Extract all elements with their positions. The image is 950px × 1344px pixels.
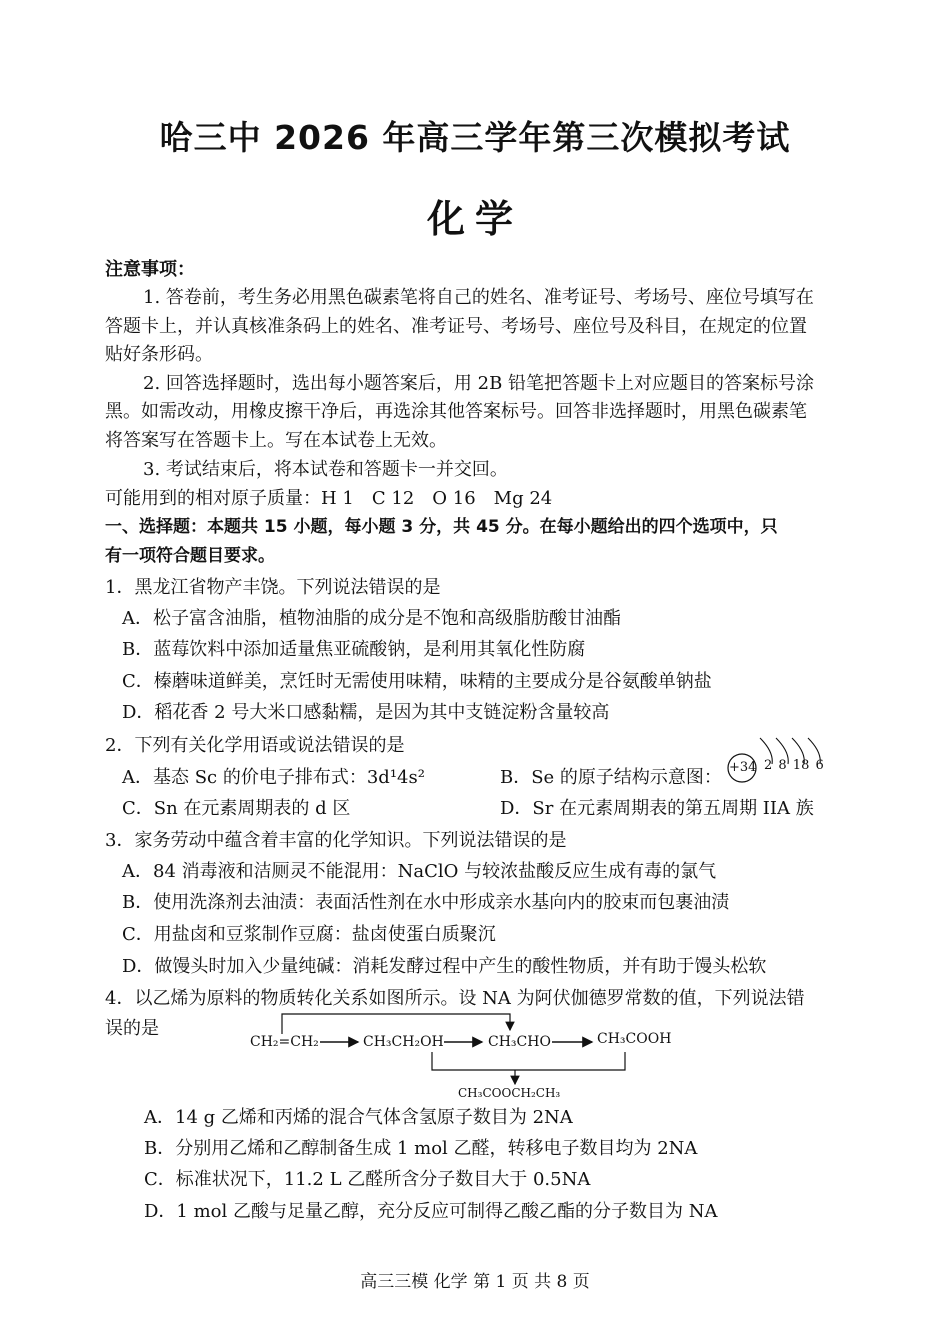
acetic-acid-formula: CH₃COOH xyxy=(597,1031,672,1047)
option-b: B．分别用乙烯和乙醇制备生成 1 mol 乙醛，转移电子数目均为 2NA xyxy=(144,1138,698,1159)
notice-line: 3. 考试结束后，将本试卷和答题卡一并交回。 xyxy=(143,459,508,480)
option-c: C．榛蘑味道鲜美，烹饪时无需使用味精，味精的主要成分是谷氨酸单钠盐 xyxy=(122,671,712,692)
question-stem: 误的是 xyxy=(105,1018,159,1039)
question-stem: 1．黑龙江省物产丰饶。下列说法错误的是 xyxy=(105,577,441,598)
nucleus-label: +34 xyxy=(729,760,757,775)
question-stem: 4．以乙烯为原料的物质转化关系如图所示。设 NA 为阿伏伽德罗常数的值，下列说法错 xyxy=(105,988,805,1009)
ethanol-formula: CH₃CH₂OH xyxy=(363,1034,444,1050)
notice-line: 将答案写在答题卡上。写在本试卷上无效。 xyxy=(105,430,447,451)
exam-title: 哈三中 2026 年高三学年第三次模拟考试 xyxy=(159,118,791,157)
notice-line: 答题卡上，并认真核准条码上的姓名、准考证号、考场号、座位号及科目，在规定的位置 xyxy=(105,316,807,337)
section-heading: 有一项符合题目要求。 xyxy=(105,546,275,566)
question-stem: 3．家务劳动中蕴含着丰富的化学知识。下列说法错误的是 xyxy=(105,830,567,851)
option-b: B．Se 的原子结构示意图： xyxy=(500,767,722,788)
option-a: A．基态 Sc 的价电子排布式：3d¹4s² xyxy=(122,767,425,788)
option-c: C．Sn 在元素周期表的 d 区 xyxy=(122,798,351,819)
option-c: C．用盐卤和豆浆制作豆腐：盐卤使蛋白质聚沉 xyxy=(122,924,496,945)
ethylene-formula: CH₂=CH₂ xyxy=(250,1034,319,1050)
option-a: A．松子富含油脂，植物油脂的成分是不饱和高级脂肪酸甘油酯 xyxy=(122,608,621,629)
notice-line: 贴好条形码。 xyxy=(105,344,213,365)
esterification-bracket xyxy=(432,1052,625,1070)
notice-line: 1. 答卷前，考生务必用黑色碳素笔将自己的姓名、准考证号、考场号、座位号填写在 xyxy=(143,287,814,308)
atomic-masses: 可能用到的相对原子质量：H 1 C 12 O 16 Mg 24 xyxy=(105,488,553,509)
direct-oxidation-arrow xyxy=(282,1014,510,1034)
notice-line: 2. 回答选择题时，选出每小题答案后，用 2B 铅笔把答题卡上对应题目的答案标号涂 xyxy=(143,373,815,394)
option-b: B．使用洗涤剂去油渍：表面活性剂在水中形成亲水基向内的胶束而包裹油渍 xyxy=(122,892,730,913)
ethyl-acetate-formula: CH₃COOCH₂CH₃ xyxy=(458,1086,561,1100)
notice-heading: 注意事项： xyxy=(105,259,195,280)
shell-electrons-label: 2 8 18 6 xyxy=(764,758,824,773)
question-stem: 2．下列有关化学用语或说法错误的是 xyxy=(105,735,405,756)
option-c: C．标准状况下，11.2 L 乙醛所含分子数目大于 0.5NA xyxy=(144,1169,591,1190)
option-a: A．84 消毒液和洁厕灵不能混用：NaClO 与较浓盐酸反应生成有毒的氯气 xyxy=(122,861,717,882)
option-a: A．14 g 乙烯和丙烯的混合气体含氢原子数目为 2NA xyxy=(144,1107,573,1128)
option-b: B．蓝莓饮料中添加适量焦亚硫酸钠，是利用其氧化性防腐 xyxy=(122,639,586,660)
option-d: D．做馒头时加入少量纯碱：消耗发酵过程中产生的酸性物质，并有助于馒头松软 xyxy=(122,956,767,977)
acetaldehyde-formula: CH₃CHO xyxy=(488,1034,551,1050)
subject-title: 化学 xyxy=(426,197,523,241)
option-d: D．稻花香 2 号大米口感黏糯，是因为其中支链淀粉含量较高 xyxy=(122,702,610,723)
option-d: D．1 mol 乙酸与足量乙醇，充分反应可制得乙酸乙酯的分子数目为 NA xyxy=(144,1201,718,1222)
notice-line: 黑。如需改动，用橡皮擦干净后，再选涂其他答案标号。回答非选择题时，用黑色碳素笔 xyxy=(105,401,807,422)
option-d: D．Sr 在元素周期表的第五周期 IIA 族 xyxy=(500,798,814,819)
section-heading: 一、选择题：本题共 15 小题，每小题 3 分，共 45 分。在每小题给出的四个选项中，只 xyxy=(105,517,778,537)
page-footer: 高三三模 化学 第 1 页 共 8 页 xyxy=(360,1272,590,1292)
